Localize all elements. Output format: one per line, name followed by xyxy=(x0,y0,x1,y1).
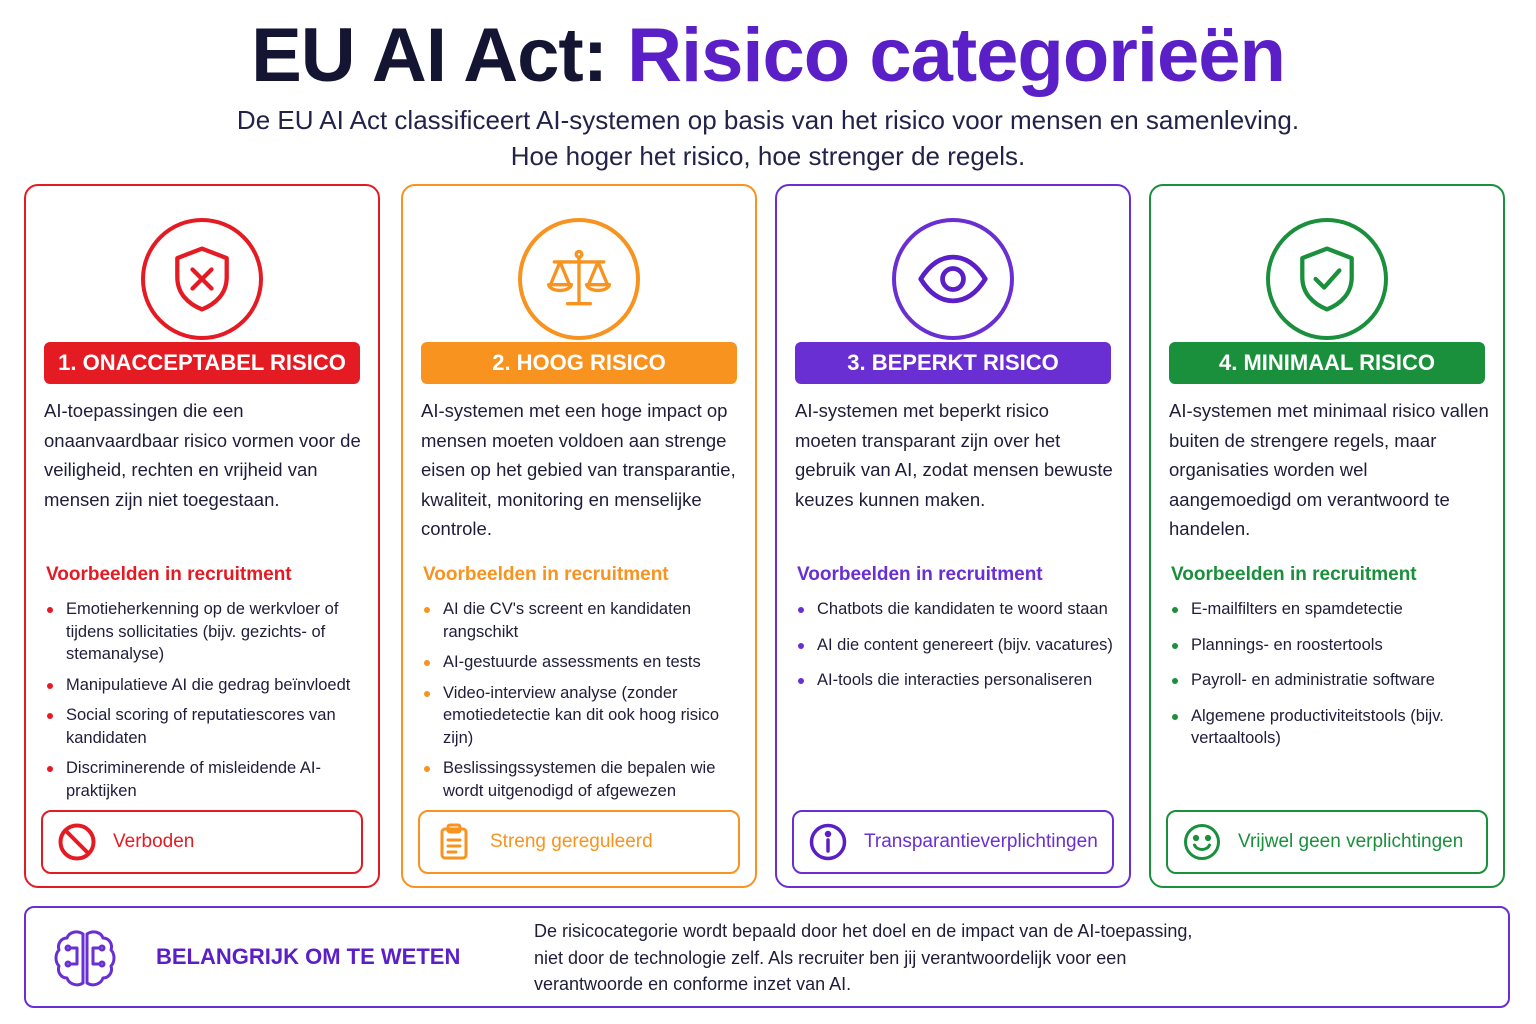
list-item: Social scoring of reputatiescores van kandidaten xyxy=(46,704,368,749)
status-label: Transparantieverplichtingen xyxy=(864,831,1098,852)
list-item: AI die CV's screent en kandidaten rangschikt xyxy=(423,598,745,643)
status-label: Streng gereguleerd xyxy=(490,831,653,852)
page-subtitle xyxy=(0,102,1536,174)
list-item: Payroll- en administratie software xyxy=(1171,669,1493,692)
shield-x-icon xyxy=(141,218,263,340)
examples-heading: Voorbeelden in recruitment xyxy=(797,564,1043,585)
card-minimal-risk xyxy=(1149,184,1505,888)
brain-circuit-icon xyxy=(52,926,118,992)
prohibited-icon xyxy=(57,822,97,862)
category-description: AI-systemen met beperkt risico moeten transparant zijn over het gebruik van AI, zodat mensen bewuste keuzes kunnen maken. xyxy=(795,400,1113,510)
category-label: 3. BEPERKT RISICO xyxy=(795,342,1111,384)
examples-list xyxy=(797,598,1119,705)
list-item: Discriminerende of misleidende AI-praktijken xyxy=(46,757,368,802)
status-badge xyxy=(1166,810,1488,874)
category-description: AI-toepassingen die een onaanvaardbaar risico vormen voor de veiligheid, rechten en vrijheid van mensen zijn niet toegestaan. xyxy=(44,400,361,510)
title-part2: Risico categorieën xyxy=(627,13,1285,98)
eye-icon xyxy=(892,218,1014,340)
note-heading: BELANGRIJK OM TE WETEN xyxy=(156,944,461,969)
status-label: Verboden xyxy=(113,831,195,852)
category-label: 1. ONACCEPTABEL RISICO xyxy=(44,342,360,384)
examples-heading: Voorbeelden in recruitment xyxy=(423,564,669,585)
list-item: AI-tools die interacties personaliseren xyxy=(797,669,1119,692)
category-label: 2. HOOG RISICO xyxy=(421,342,737,384)
status-badge xyxy=(41,810,363,874)
page-title xyxy=(0,12,1536,100)
subtitle-line2: Hoe hoger het risico, hoe strenger de regels. xyxy=(510,141,1026,171)
list-item: AI die content genereert (bijv. vacatures) xyxy=(797,634,1119,657)
note-text: De risicocategorie wordt bepaald door het doel en de impact van de AI-toepassing, niet door de technologie zelf. Als recruiter ben jij verantwoordelijk voor een verantwoorde en conforme inzet van AI. xyxy=(534,921,1193,994)
examples-list xyxy=(46,598,368,810)
status-label: Vrijwel geen verplichtingen xyxy=(1238,831,1464,852)
clipboard-icon xyxy=(434,822,474,862)
title-part1: EU AI Act: xyxy=(251,13,607,98)
category-label: 4. MINIMAAL RISICO xyxy=(1169,342,1485,384)
shield-check-icon xyxy=(1266,218,1388,340)
important-note xyxy=(24,906,1510,1008)
list-item: E-mailfilters en spamdetectie xyxy=(1171,598,1493,621)
card-high-risk xyxy=(401,184,757,888)
status-badge xyxy=(792,810,1114,874)
category-description: AI-systemen met een hoge impact op mensen moeten voldoen aan strenge eisen op het gebied van transparantie, kwaliteit, monitoring en menselijke controle. xyxy=(421,400,736,539)
list-item: Emotieherkenning op de werkvloer of tijdens sollicitaties (bijv. gezichts- of stemanalyse) xyxy=(46,598,368,666)
list-item: Plannings- en roostertools xyxy=(1171,634,1493,657)
card-limited-risk xyxy=(775,184,1131,888)
category-description: AI-systemen met minimaal risico vallen buiten de strengere regels, maar organisaties worden wel aangemoedigd om verantwoord te handelen. xyxy=(1169,400,1489,539)
list-item: AI-gestuurde assessments en tests xyxy=(423,651,745,674)
smiley-icon xyxy=(1182,822,1222,862)
examples-heading: Voorbeelden in recruitment xyxy=(46,564,292,585)
info-icon xyxy=(808,822,848,862)
card-unacceptable-risk xyxy=(24,184,380,888)
subtitle-line1: De EU AI Act classificeert AI-systemen op basis van het risico voor mensen en samenleving. xyxy=(236,105,1300,135)
list-item: Video-interview analyse (zonder emotiedetectie kan dit ook hoog risico zijn) xyxy=(423,682,745,750)
status-badge xyxy=(418,810,740,874)
examples-list xyxy=(423,598,745,810)
list-item: Beslissingssystemen die bepalen wie wordt uitgenodigd of afgewezen xyxy=(423,757,745,802)
list-item: Chatbots die kandidaten te woord staan xyxy=(797,598,1119,621)
list-item: Manipulatieve AI die gedrag beïnvloedt xyxy=(46,674,368,697)
examples-list xyxy=(1171,598,1493,763)
scales-icon xyxy=(518,218,640,340)
examples-heading: Voorbeelden in recruitment xyxy=(1171,564,1417,585)
list-item: Algemene productiviteitstools (bijv. vertaaltools) xyxy=(1171,705,1493,750)
